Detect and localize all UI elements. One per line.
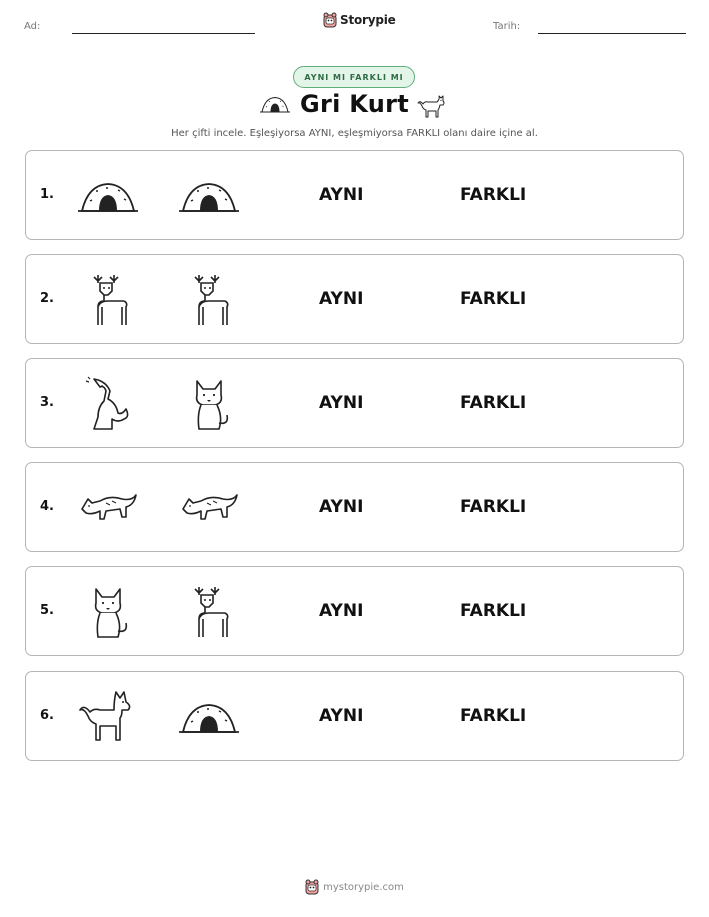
option-same[interactable]: AYNI: [319, 393, 364, 413]
item-number: 3.: [40, 395, 54, 410]
deer-icon: [179, 269, 239, 329]
activity-badge: AYNI MI FARKLI MI: [293, 66, 415, 88]
item-number: 1.: [40, 187, 54, 202]
name-label: Ad:: [24, 21, 41, 32]
date-label: Tarih:: [493, 21, 521, 32]
prowling-wolf-icon: [179, 477, 239, 537]
option-same[interactable]: AYNI: [319, 601, 364, 621]
howling-wolf-icon: [78, 373, 138, 433]
prowling-wolf-icon: [78, 477, 138, 537]
option-different[interactable]: FARKLI: [460, 601, 527, 621]
sitting-wolf-icon: [78, 581, 138, 641]
wolf-icon: [416, 92, 448, 122]
deer-icon: [179, 581, 239, 641]
item-card-4: [25, 462, 684, 552]
footer: [0, 879, 709, 895]
item-card-2: [25, 254, 684, 344]
title-row: [0, 90, 709, 124]
option-different[interactable]: FARKLI: [460, 289, 527, 309]
den-icon: [179, 165, 239, 225]
worksheet-header: [0, 0, 709, 50]
page-title: Gri Kurt: [299, 90, 410, 118]
name-field[interactable]: [72, 33, 255, 34]
standing-wolf-icon: [78, 686, 138, 746]
storypie-mascot-icon: [305, 879, 319, 895]
den-icon: [78, 165, 138, 225]
footer-url[interactable]: mystorypie.com: [323, 881, 404, 893]
item-card-3: [25, 358, 684, 448]
item-card-5: [25, 566, 684, 656]
item-card-1: [25, 150, 684, 240]
deer-icon: [78, 269, 138, 329]
brand-name: Storypie: [340, 13, 396, 27]
item-number: 4.: [40, 499, 54, 514]
sitting-wolf-icon: [179, 373, 239, 433]
option-same[interactable]: AYNI: [319, 497, 364, 517]
option-different[interactable]: FARKLI: [460, 393, 527, 413]
brand-logo: [323, 12, 396, 28]
option-same[interactable]: AYNI: [319, 185, 364, 205]
instructions: Her çifti incele. Eşleşiyorsa AYNI, eşleşmiyorsa FARKLI olanı daire içine al.: [171, 128, 538, 139]
item-number: 2.: [40, 291, 54, 306]
option-different[interactable]: FARKLI: [460, 497, 527, 517]
den-icon: [179, 686, 239, 746]
option-different[interactable]: FARKLI: [460, 185, 527, 205]
option-same[interactable]: AYNI: [319, 706, 364, 726]
item-card-6: [25, 671, 684, 761]
storypie-mascot-icon: [323, 12, 337, 28]
option-different[interactable]: FARKLI: [460, 706, 527, 726]
date-field[interactable]: [538, 33, 686, 34]
item-number: 6.: [40, 708, 54, 723]
option-same[interactable]: AYNI: [319, 289, 364, 309]
item-number: 5.: [40, 603, 54, 618]
